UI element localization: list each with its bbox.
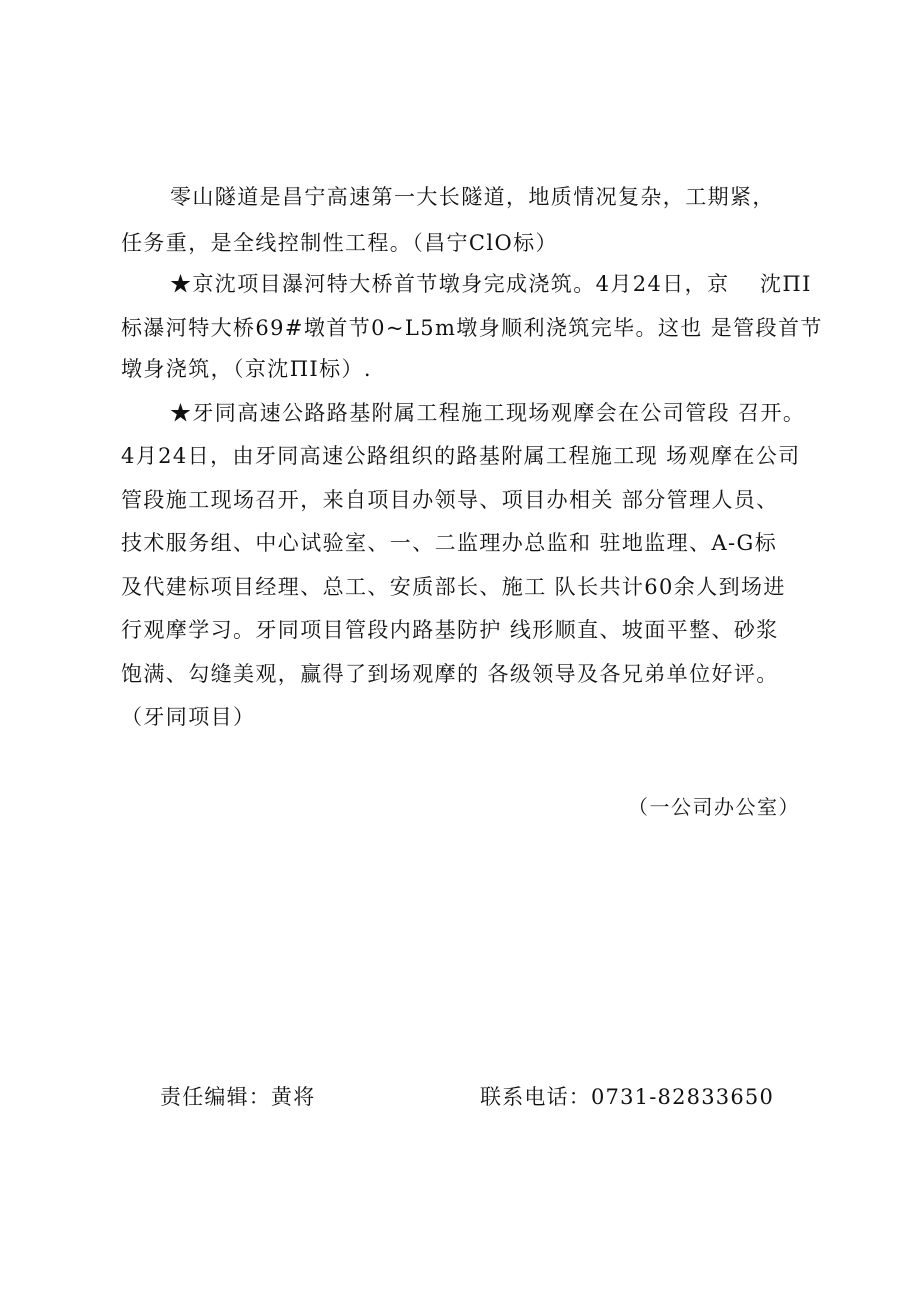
paragraph-3-line-3: 管段施工现场召开，来自项目办领导、项目办相关 部分管理人员、 <box>121 488 779 512</box>
paragraph-2-line-3: 墩身浇筑，（京沈ΠI标）. <box>121 357 372 381</box>
author-signature: （一公司办公室） <box>628 795 800 819</box>
paragraph-3-line-2: 4月24日，由牙同高速公路组织的路基附属工程施工现 场观摩在公司 <box>121 444 801 468</box>
contact-phone: 联系电话：0731-82833650 <box>480 1085 775 1109</box>
paragraph-3-line-1: ★牙同高速公路路基附属工程施工现场观摩会在公司管段 召开。 <box>170 401 806 425</box>
paragraph-3-line-4: 技术服务组、中心试验室、一、二监理办总监和 驻地监理、A-G标 <box>121 531 778 555</box>
responsible-editor: 责任编辑：黄将 <box>160 1085 316 1109</box>
paragraph-1-line-1: 零山隧道是昌宁高速第一大长隧道，地质情况复杂，工期紧， <box>170 185 775 209</box>
paragraph-3-line-8: （牙同项目） <box>121 705 256 729</box>
paragraph-1-line-2: 任务重，是全线控制性工程。（昌宁ClO标） <box>121 231 558 255</box>
paragraph-3-line-6: 行观摩学习。牙同项目管段内路基防护 线形顺直、坡面平整、砂浆 <box>121 618 779 642</box>
paragraph-3-line-5: 及代建标项目经理、总工、安质部长、施工 队长共计60余人到场进 <box>121 575 786 599</box>
paragraph-2-line-2: 标瀑河特大桥69#墩首节0~L5m墩身顺利浇筑完毕。这也 是管段首节 <box>121 316 823 340</box>
paragraph-3-line-7: 饱满、勾缝美观，赢得了到场观摩的 各级领导及各兄弟单位好评。 <box>121 662 779 686</box>
paragraph-2-line-1: ★京沈项目瀑河特大桥首节墩身完成浇筑。4月24日，京 沈ΠI <box>170 272 812 296</box>
